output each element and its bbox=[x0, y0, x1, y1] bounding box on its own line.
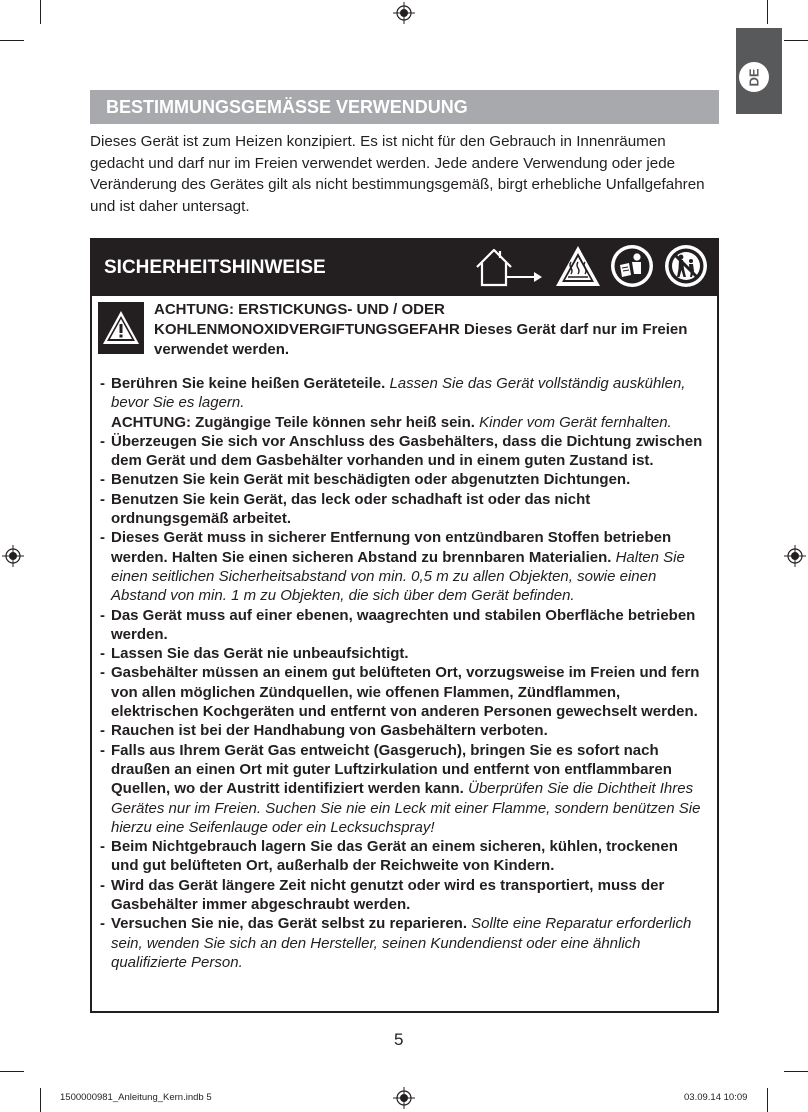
rule-bold-text: Falls aus Ihrem Gerät Gas entweicht (Gasgeruch), bringen Sie es sofort nach draußen an einen Ort mit guter Luftzirkulation und entfernt von entflammbaren Quellen, wo der Austritt identifiziert werden kann. bbox=[111, 741, 672, 798]
footer-date-time: 03.09.14 10:09 bbox=[684, 1092, 748, 1103]
rule-bold-text: Gasbehälter müssen an einem gut belüfteten Ort, vorzugsweise im Freien und fern von allen möglichen Zündquellen, wie offenen Flammen, Zündflammen, elektrischen Kochgeräten und entfernt von anderen Personen gewechselt werden. bbox=[111, 664, 700, 721]
rule-italic-text: Kinder vom Gerät fernhalten. bbox=[474, 413, 672, 431]
rule-italic-text: Lassen Sie das Gerät vollständig auskühlen, bevor Sie es lagern. bbox=[111, 375, 686, 412]
rule-italic-text: Halten Sie einen seitlichen Sicherheitsabstand von min. 0,5 m zu allen Objekten, sowie einen Abstand von min. 1 m zu Objekten, die sich über dem Gerät befinden. bbox=[111, 548, 685, 605]
footer-file-name: 1500000981_Anleitung_Kern.indb 5 bbox=[60, 1092, 212, 1103]
warning-icon-box bbox=[98, 302, 144, 354]
list-item bbox=[100, 721, 708, 740]
rule-bold-text: Wird das Gerät längere Zeit nicht genutzt oder wird es transportiert, muss der Gasbehälter immer abgeschraubt werden. bbox=[111, 876, 665, 914]
registration-mark-icon bbox=[2, 545, 24, 567]
rule-bold-text: Berühren Sie keine heißen Geräteteile. bbox=[111, 375, 386, 392]
list-item bbox=[100, 741, 708, 837]
rule-bold-text: Dieses Gerät muss in sicherer Entfernung von entzündbaren Stoffen betrieben werden. Halten Sie einen sicheren Abstand zu brennbaren Materialien. bbox=[111, 529, 672, 566]
rule-italic-text: Sollte eine Reparatur erforderlich sein, wenden Sie sich an den Hersteller, seinen Kundendienst oder eine ähnlich qualifizierte Person. bbox=[111, 915, 692, 971]
list-item bbox=[100, 374, 708, 432]
safety-rules-list bbox=[100, 374, 708, 972]
rule-bold-text: Überzeugen Sie sich vor Anschluss des Gasbehälters, dass die Dichtung zwischen dem Gerät und dem Gasbehälter vorhanden und in einem guten Zustand ist. bbox=[111, 432, 703, 470]
crop-mark bbox=[784, 40, 808, 41]
crop-mark bbox=[40, 1088, 41, 1112]
list-item bbox=[100, 470, 708, 489]
crop-mark bbox=[0, 40, 24, 41]
list-item bbox=[100, 837, 708, 876]
warning-triangle-icon bbox=[101, 309, 141, 347]
list-item bbox=[100, 876, 708, 915]
safety-instructions-box bbox=[90, 238, 719, 1013]
rule-bold-text: Das Gerät muss auf einer ebenen, waagrechten und stabilen Oberfläche betrieben werden. bbox=[111, 606, 696, 643]
rule-bold-text: Benutzen Sie kein Gerät mit beschädigten oder abgenutzten Dichtungen. bbox=[111, 471, 631, 489]
read-manual-icon bbox=[610, 244, 654, 288]
keep-children-away-icon bbox=[664, 244, 708, 288]
list-item bbox=[100, 490, 708, 529]
list-item bbox=[100, 914, 708, 972]
rule-bold-text: ACHTUNG: Zugängige Teile können sehr heiß sein. bbox=[111, 413, 475, 431]
warning-text: ACHTUNG: ERSTICKUNGS- UND / ODER KOHLENMONOXIDVERGIFTUNGSGEFAHR Dieses Gerät darf nur im Freien verwendet werden. bbox=[154, 301, 688, 358]
section-title: BESTIMMUNGSGEMÄSSE VERWENDUNG bbox=[90, 90, 719, 124]
registration-mark-icon bbox=[393, 1087, 415, 1109]
list-item bbox=[100, 663, 708, 721]
language-badge bbox=[739, 62, 769, 92]
language-label: DE bbox=[746, 67, 762, 87]
list-item bbox=[100, 606, 708, 645]
outdoor-use-only-icon bbox=[474, 243, 548, 289]
registration-mark-icon bbox=[784, 545, 806, 567]
page-number: 5 bbox=[394, 1030, 404, 1049]
registration-mark-icon bbox=[393, 2, 415, 24]
rule-bold-text: Beim Nichtgebrauch lagern Sie das Gerät an einem sicheren, kühlen, trockenen und gut belüfteten Ort, außerhalb der Reichweite von Kindern. bbox=[111, 838, 678, 875]
intended-use-paragraph: Dieses Gerät ist zum Heizen konzipiert. Es ist nicht für den Gebrauch in Innenräumen gedacht und darf nur im Freien verwendet werden. Jede andere Verwendung oder jede Veränderung des Gerätes gilt als nicht bestimmungsgemäß, birgt erhebliche Unfallgefahren und ist daher untersagt. bbox=[90, 133, 705, 215]
safety-header bbox=[92, 240, 717, 296]
warning-row bbox=[98, 302, 713, 358]
rule-italic-text: Überprüfen Sie die Dichtheit Ihres Gerätes nur im Freien. Suchen Sie nie ein Leck mit einer Flamme, sondern benützen Sie hierzu eine Seifenlauge oder ein Lecksuchspray! bbox=[111, 780, 701, 836]
hot-surface-warning-icon bbox=[554, 243, 602, 289]
rule-bold-text: Versuchen Sie nie, das Gerät selbst zu reparieren. bbox=[111, 915, 467, 933]
safety-title: SICHERHEITSHINWEISE bbox=[104, 257, 326, 278]
crop-mark bbox=[0, 1071, 24, 1072]
list-item bbox=[100, 528, 708, 605]
crop-mark bbox=[767, 1088, 768, 1112]
list-item bbox=[100, 432, 708, 471]
list-item bbox=[100, 644, 708, 663]
rule-bold-text: Benutzen Sie kein Gerät, das leck oder schadhaft ist oder das nicht ordnungsgemäß arbeitet. bbox=[111, 490, 591, 528]
rule-bold-text: Rauchen ist bei der Handhabung von Gasbehältern verboten. bbox=[111, 722, 548, 740]
crop-mark bbox=[784, 1071, 808, 1072]
rule-bold-text: Lassen Sie das Gerät nie unbeaufsichtigt. bbox=[111, 645, 409, 663]
crop-mark bbox=[40, 0, 41, 24]
crop-mark bbox=[767, 0, 768, 24]
